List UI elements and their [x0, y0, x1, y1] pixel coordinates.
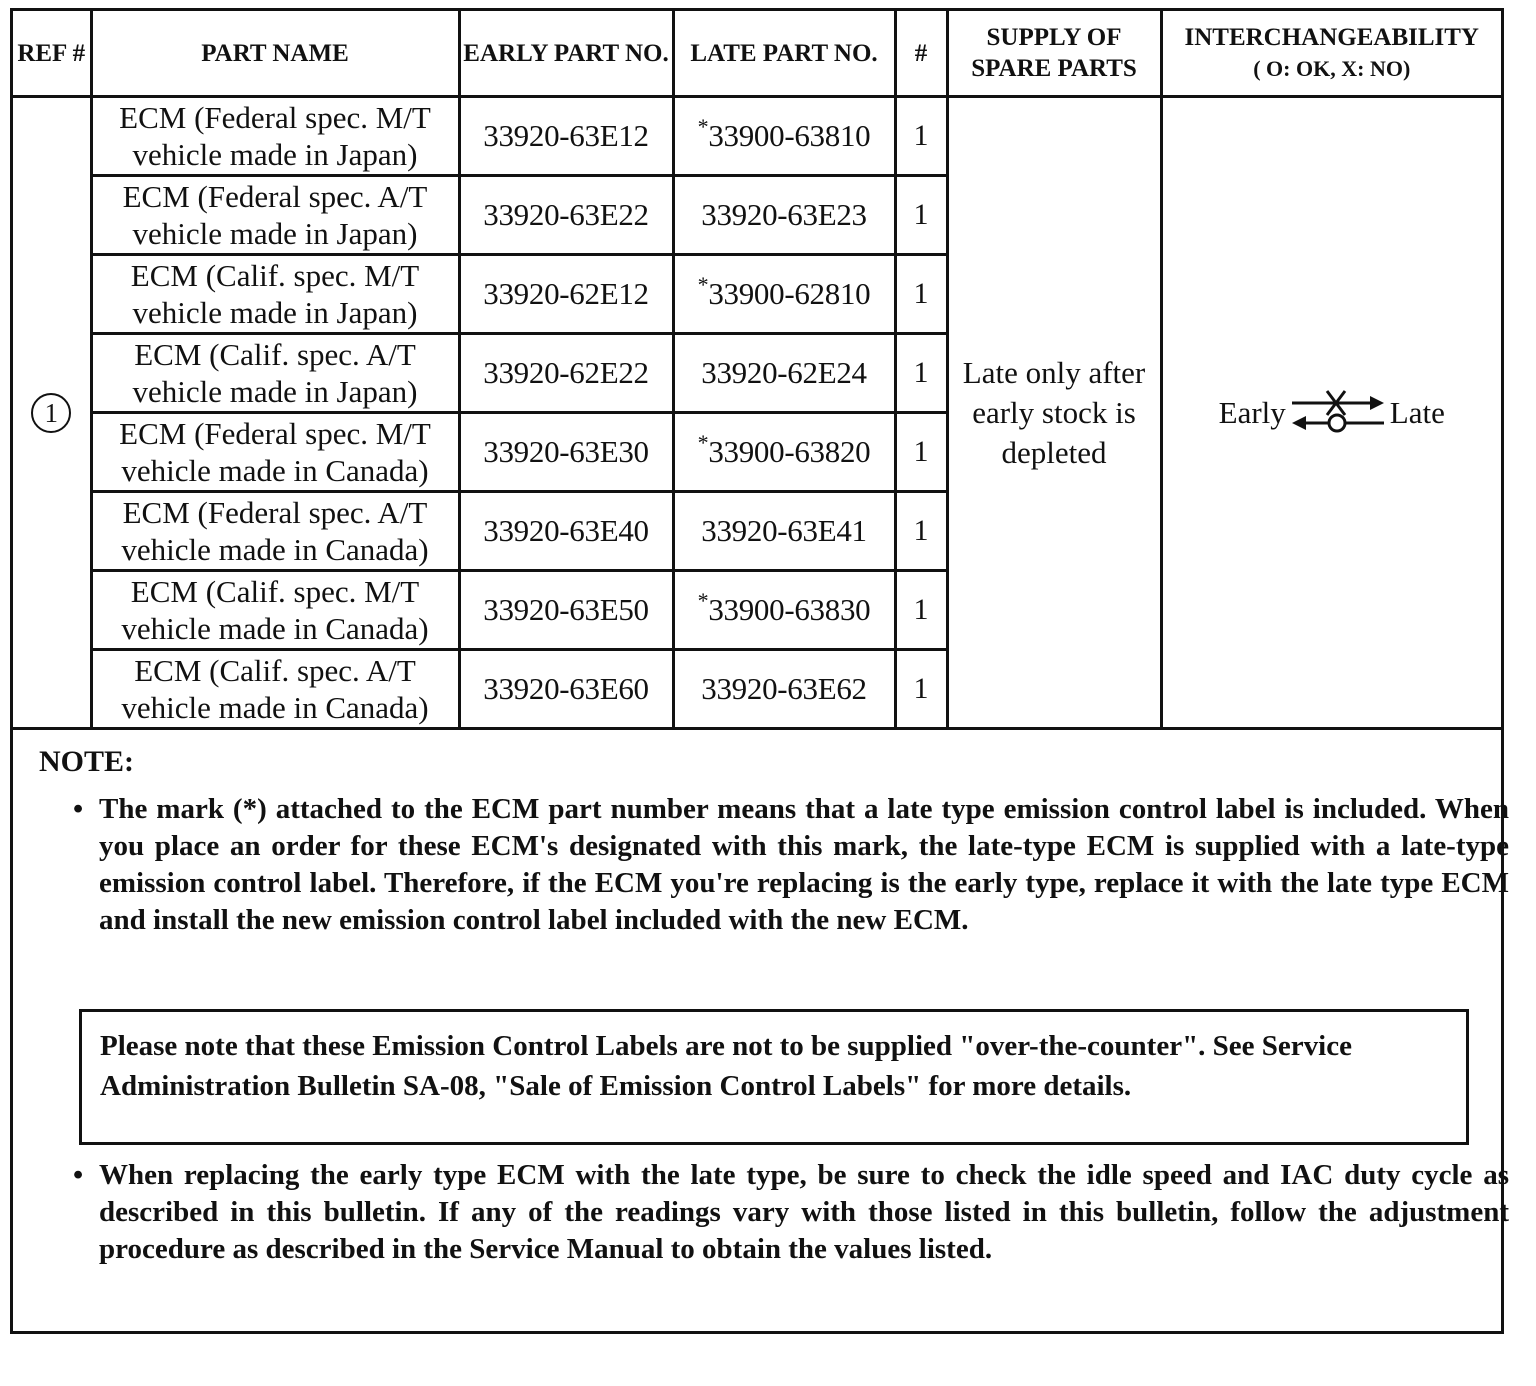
supply-cell: Late only after early stock is depleted: [947, 97, 1161, 729]
late-part-no-cell: [673, 334, 895, 413]
qty-cell: 1: [895, 650, 947, 729]
ref-cell: [13, 97, 91, 729]
interchange-arrows-icon: [1290, 386, 1386, 440]
parts-table: [13, 11, 1501, 730]
part-name-line-1: ECM (Calif. spec. M/T: [130, 258, 420, 293]
late-part-no-cell: [673, 176, 895, 255]
part-name-line-1: ECM (Federal spec. A/T: [122, 495, 428, 530]
note-bullet-2-text: When replacing the early type ECM with the late type, be sure to check the idle speed and IAC duty cycle as described in this bulletin. If any of the readings vary with those listed in this bulletin, follow the adjustment procedure as described in the Service Manual to obtain the values listed.: [99, 1159, 1509, 1265]
late-label-mark: *: [697, 430, 709, 455]
qty-cell: 1: [895, 97, 947, 176]
part-name-cell: [91, 255, 459, 334]
part-name-cell: [91, 571, 459, 650]
interchange-late-label: Late: [1389, 394, 1445, 430]
interchange-early-label: Early: [1218, 394, 1286, 430]
late-label-mark: *: [697, 272, 709, 297]
part-name-line-2: vehicle made in Japan): [132, 295, 418, 330]
header-interchangeability: [1161, 11, 1501, 97]
early-part-no: 33920-63E50: [459, 571, 673, 650]
header-early-part-no: EARLY PART NO.: [459, 11, 673, 97]
early-part-no: 33920-63E12: [459, 97, 673, 176]
part-name-line-2: vehicle made in Japan): [132, 216, 418, 251]
late-part-no-cell: [673, 413, 895, 492]
early-part-no: 33920-63E30: [459, 413, 673, 492]
part-name-line-1: ECM (Calif. spec. A/T: [134, 337, 416, 372]
header-qty: #: [895, 11, 947, 97]
part-name-cell: [91, 650, 459, 729]
note-bullet-1-text: The mark (*) attached to the ECM part number means that a late type emission control label is included. When you place an order for these ECM's designated with this mark, the late-type ECM is supplied with a late-type emission control label. Therefore, if the ECM you're replacing is the early type, replace it with the late type ECM and install the new emission control label included with the new ECM.: [99, 793, 1509, 936]
part-name-line-1: ECM (Federal spec. M/T: [119, 100, 431, 135]
late-part-no: 33900-63830: [708, 592, 871, 627]
ref-number: 1: [31, 393, 71, 433]
late-part-no-cell: [673, 571, 895, 650]
late-label-mark: *: [697, 588, 709, 613]
part-name-cell: [91, 176, 459, 255]
bullet-icon: •: [73, 793, 84, 825]
part-name-line-2: vehicle made in Canada): [121, 611, 429, 646]
interchangeability-diagram: [1219, 386, 1445, 440]
late-part-no: 33920-63E41: [701, 513, 867, 548]
qty-cell: 1: [895, 255, 947, 334]
late-part-no: 33920-63E62: [701, 671, 867, 706]
note-box: [79, 1009, 1469, 1145]
part-name-line-2: vehicle made in Japan): [132, 374, 418, 409]
bullet-icon: •: [73, 1159, 84, 1191]
early-part-no: 33920-63E40: [459, 492, 673, 571]
part-name-cell: [91, 413, 459, 492]
qty-cell: 1: [895, 571, 947, 650]
header-ref: REF #: [13, 11, 91, 97]
interchangeability-cell: [1161, 97, 1501, 729]
header-interchangeability-title: INTERCHANGEABILITY: [1184, 24, 1479, 51]
late-part-no-cell: [673, 97, 895, 176]
early-part-no: 33920-62E12: [459, 255, 673, 334]
note-bullet-1: [73, 791, 1509, 939]
qty-cell: 1: [895, 176, 947, 255]
late-part-no-cell: [673, 650, 895, 729]
note-bullet-2: [73, 1157, 1509, 1268]
document-frame: [10, 8, 1509, 1334]
late-part-no-cell: [673, 255, 895, 334]
late-part-no: 33900-63820: [708, 434, 871, 469]
note-title: NOTE:: [39, 745, 135, 778]
late-part-no: 33920-62E24: [701, 355, 867, 390]
part-name-line-1: ECM (Federal spec. A/T: [122, 179, 428, 214]
part-name-line-1: ECM (Calif. spec. A/T: [134, 653, 416, 688]
late-part-no-cell: [673, 492, 895, 571]
late-part-no: 33900-62810: [708, 276, 871, 311]
part-name-line-2: vehicle made in Canada): [121, 690, 429, 725]
qty-cell: 1: [895, 413, 947, 492]
part-name-cell: [91, 334, 459, 413]
early-part-no: 33920-62E22: [459, 334, 673, 413]
late-part-no: 33900-63810: [708, 118, 871, 153]
part-name-cell: [91, 492, 459, 571]
qty-cell: 1: [895, 492, 947, 571]
part-name-cell: [91, 97, 459, 176]
header-supply: SUPPLY OF SPARE PARTS: [947, 11, 1161, 97]
part-name-line-1: ECM (Calif. spec. M/T: [130, 574, 420, 609]
early-part-no: 33920-63E22: [459, 176, 673, 255]
part-name-line-1: ECM (Federal spec. M/T: [119, 416, 431, 451]
header-interchangeability-legend: ( O: OK, X: NO): [1253, 56, 1411, 81]
qty-cell: 1: [895, 334, 947, 413]
late-label-mark: *: [697, 114, 709, 139]
part-name-line-2: vehicle made in Canada): [121, 453, 429, 488]
note-box-text: Please note that these Emission Control Labels are not to be supplied "over-the-counter". See Service Administration Bulletin SA-08, "Sale of Emission Control Labels" for more details.: [100, 1030, 1352, 1102]
part-name-line-2: vehicle made in Canada): [121, 532, 429, 567]
header-part-name: PART NAME: [91, 11, 459, 97]
header-row: [13, 11, 1501, 97]
early-part-no: 33920-63E60: [459, 650, 673, 729]
table-row: [13, 97, 1501, 176]
late-part-no: 33920-63E23: [701, 197, 867, 232]
part-name-line-2: vehicle made in Japan): [132, 137, 418, 172]
header-late-part-no: LATE PART NO.: [673, 11, 895, 97]
